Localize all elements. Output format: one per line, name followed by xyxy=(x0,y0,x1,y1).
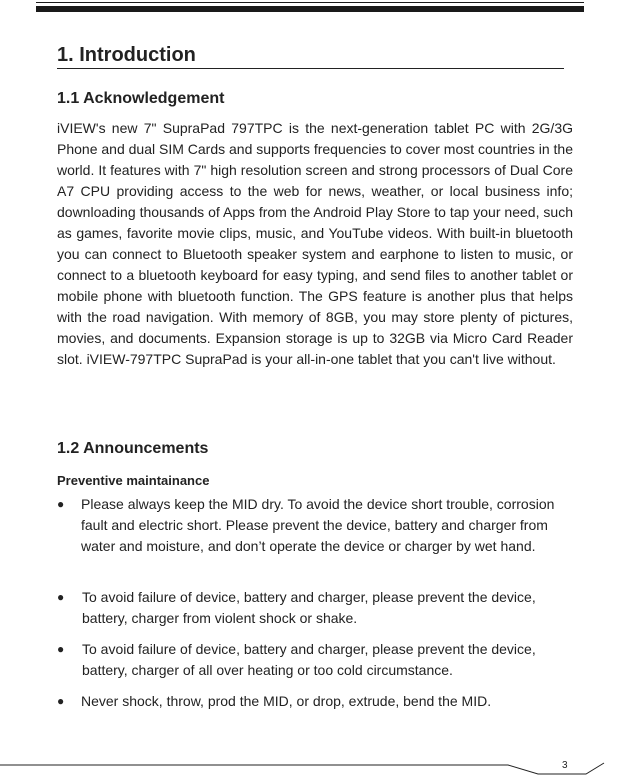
bullet-dot-icon: ● xyxy=(57,590,65,604)
bullet-dot-icon: ● xyxy=(57,694,65,708)
section-title: 1. Introduction xyxy=(57,44,564,69)
preventive-maintenance-heading: Preventive maintainance xyxy=(57,473,210,488)
bullet-text: To avoid failure of device, battery and charger, please prevent the device, battery, charger of all over heating or too cold circumstance. xyxy=(82,641,536,678)
bullet-text: To avoid failure of device, battery and charger, please prevent the device, battery, charger from violent shock or shake. xyxy=(82,589,536,626)
acknowledgement-paragraph: iVIEW's new 7" SupraPad 797TPC is the next-generation tablet PC with 2G/3G Phone and dual SIM Cards and supports frequencies to cover most countries in the world. It features with 7" high resolution screen and strong processors of Dual Core A7 CPU providing access to the web for news, weather, or local business info; downloading thousands of Apps from the Android Play Store to tap your need, such as games, favorite movie clips, music, and YouTube videos. With built-in bluetooth you can connect to Bluetooth speaker system and earphone to listen to music, or connect to a bluetooth keyboard for easy typing, and send files to another tablet or mobile phone with bluetooth function. The GPS feature is another plus that helps with the road navigation. With memory of 8GB, you may store plenty of pictures, movies, and documents. Expansion storage is up to 32GB via Micro Card Reader slot. iVIEW-797TPC SupraPad is your all-in-one tablet that you can't live without. xyxy=(57,120,573,367)
acknowledgement-heading: 1.1 Acknowledgement xyxy=(57,90,225,107)
bullet-dot-icon: ● xyxy=(57,497,65,511)
bullet-text: Please always keep the MID dry. To avoid the device short trouble, corrosion fault and electric short. Please prevent the device, battery and charger from water and moisture, and don’t operate the device or charger by wet hand. xyxy=(81,496,555,554)
announcements-heading: 1.2 Announcements xyxy=(57,440,209,457)
bullet-dot-icon: ● xyxy=(57,642,65,656)
bullet-text: Never shock, throw, prod the MID, or drop, extrude, bend the MID. xyxy=(81,693,492,709)
page-number: 3 xyxy=(562,760,568,771)
